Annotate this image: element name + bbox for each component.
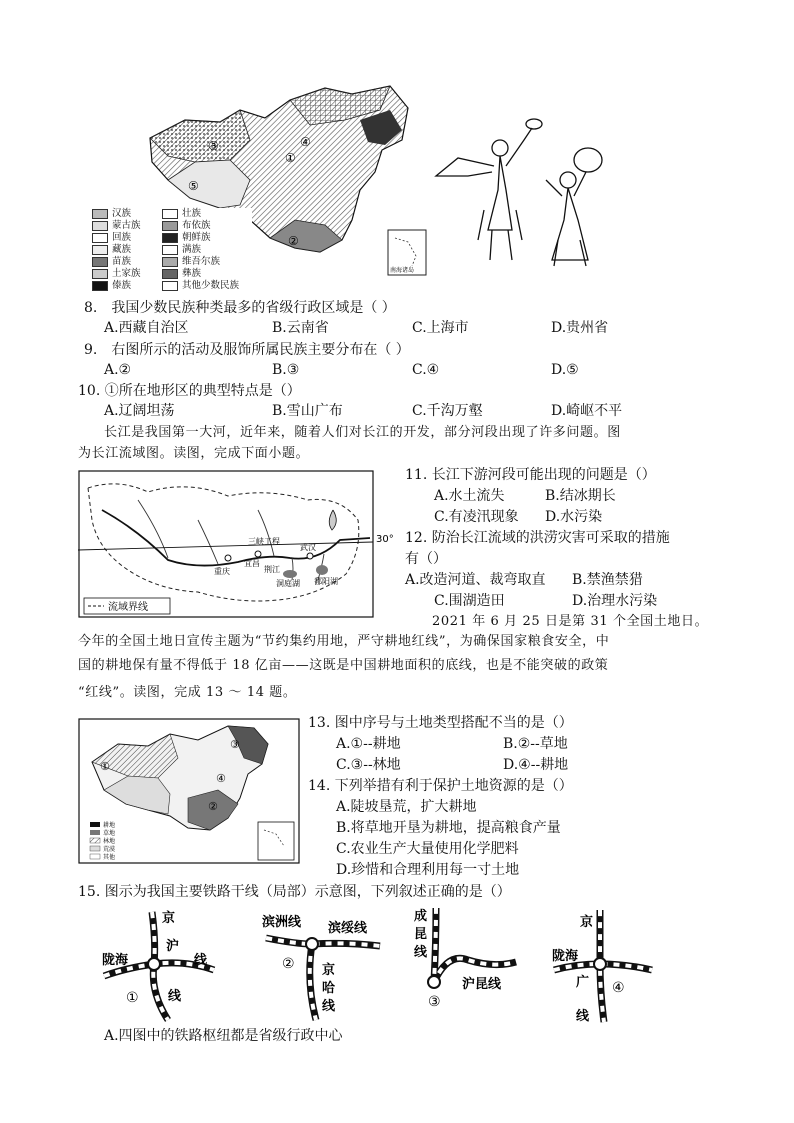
- svg-text:陇海: 陇海: [552, 949, 579, 964]
- svg-text:线: 线: [576, 1009, 590, 1024]
- legend-row: 土家族 彝族: [92, 268, 292, 280]
- dancers-illustration: [428, 110, 620, 272]
- q11-option-b[interactable]: B.结冰期长: [545, 488, 616, 504]
- land-intro-line4: “红线”。读图，完成 13 ～ 14 题。: [78, 685, 297, 700]
- q15-stem: 15. 图示为我国主要铁路干线（局部）示意图，下列叙述正确的是（）: [78, 884, 511, 900]
- q12-option-c[interactable]: C.围湖造田: [434, 593, 505, 609]
- q11-stem: 11. 长江下游河段可能出现的问题是（）: [405, 467, 656, 483]
- q8-stem: 8. 我国少数民族种类最多的省级行政区域是（ ）: [84, 300, 396, 316]
- rail-diagram-1: [102, 910, 214, 1020]
- q9-option-c[interactable]: C.④: [412, 362, 440, 378]
- land-intro-line1: 2021 年 6 月 25 日是第 31 个全国土地日。: [432, 614, 709, 629]
- q12-option-a[interactable]: A.改造河道、裁弯取直: [405, 572, 546, 588]
- svg-text:昆: 昆: [414, 927, 428, 942]
- svg-text:④: ④: [216, 772, 226, 785]
- q8-option-a[interactable]: A.西藏自治区: [104, 320, 189, 336]
- land-intro-line3: 国的耕地保有量不得低于 18 亿亩——这既是中国耕地面积的底线，也是不能突破的政策: [78, 658, 609, 673]
- q14-option-a[interactable]: A.陡坡垦荒，扩大耕地: [336, 799, 477, 815]
- svg-text:沪昆线: 沪昆线: [462, 977, 502, 992]
- q12-option-b[interactable]: B.禁渔禁猎: [572, 572, 643, 588]
- q12-stem-line2: 有（）: [405, 551, 447, 567]
- marker-2: ②: [288, 234, 299, 248]
- railway-diagrams: [96, 902, 656, 1026]
- legend-row: 蒙古族 布依族: [92, 220, 292, 232]
- q11-option-a[interactable]: A.水土流失: [434, 488, 505, 504]
- legend-row: 汉族 壮族: [92, 208, 292, 220]
- svg-text:荒漠: 荒漠: [103, 846, 116, 853]
- ethnic-map-figure: [90, 80, 430, 292]
- svg-text:武汉: 武汉: [300, 543, 316, 552]
- marker-3: ③: [208, 139, 219, 153]
- svg-text:洞庭湖: 洞庭湖: [276, 579, 300, 588]
- yangtze-intro-line2: 为长江流域图。读图，完成下面小题。: [78, 446, 310, 461]
- svg-text:线: 线: [194, 953, 208, 968]
- inset-label: 南海诸岛: [390, 267, 415, 274]
- q14-option-c[interactable]: C.农业生产大量使用化学肥料: [336, 841, 519, 857]
- svg-text:耕地: 耕地: [103, 822, 116, 829]
- svg-text:①: ①: [126, 990, 139, 1006]
- q11-option-d[interactable]: D.水污染: [545, 509, 603, 525]
- svg-text:线: 线: [414, 945, 428, 960]
- q10-option-a[interactable]: A.辽阔坦荡: [104, 403, 175, 419]
- svg-text:陇海: 陇海: [102, 953, 129, 968]
- q14-stem: 14. 下列举措有利于保护土地资源的是（）: [308, 778, 573, 794]
- svg-text:②: ②: [282, 956, 295, 972]
- svg-text:京: 京: [162, 911, 176, 926]
- q12-option-d[interactable]: D.治理水污染: [572, 593, 658, 609]
- q13-stem: 13. 图中序号与土地类型搭配不当的是（）: [308, 715, 573, 731]
- q14-option-d[interactable]: D.珍惜和合理利用每一寸土地: [336, 862, 520, 878]
- land-use-map-figure: [78, 718, 302, 866]
- svg-text:线: 线: [168, 989, 182, 1004]
- q8-option-b[interactable]: B.云南省: [272, 320, 329, 336]
- svg-text:沪: 沪: [166, 939, 180, 954]
- q10-option-c[interactable]: C.千沟万壑: [412, 403, 483, 419]
- svg-text:哈: 哈: [322, 981, 336, 996]
- legend-row: 苗族 维吾尔族: [92, 256, 292, 268]
- legend-row: 回族 朝鲜族: [92, 232, 292, 244]
- rail-diagram-3: [414, 908, 516, 1010]
- svg-text:草地: 草地: [103, 830, 116, 837]
- q8-option-c[interactable]: C.上海市: [412, 320, 469, 336]
- svg-text:①: ①: [100, 760, 110, 773]
- svg-text:宜昌: 宜昌: [244, 559, 260, 568]
- yangtze-map-figure: [78, 470, 400, 620]
- q13-option-d[interactable]: D.④--耕地: [503, 757, 569, 773]
- svg-text:滨洲线: 滨洲线: [262, 915, 302, 930]
- q9-option-a[interactable]: A.②: [104, 362, 132, 378]
- svg-text:③: ③: [230, 738, 240, 751]
- yangtze-intro-line1: 长江是我国第一大河，近年来，随着人们对长江的开发，部分河段出现了许多问题。图: [104, 425, 621, 440]
- q9-stem: 9. 右图所示的活动及服饰所属民族主要分布在（ ）: [84, 342, 410, 358]
- svg-text:重庆: 重庆: [214, 567, 230, 576]
- svg-text:③: ③: [428, 994, 441, 1010]
- svg-text:成: 成: [414, 909, 428, 924]
- q11-option-c[interactable]: C.有凌汛现象: [434, 509, 519, 525]
- q13-option-a[interactable]: A.①--耕地: [336, 736, 401, 752]
- svg-text:④: ④: [612, 980, 625, 996]
- q10-option-d[interactable]: D.崎岖不平: [551, 403, 623, 419]
- svg-text:京: 京: [580, 915, 594, 930]
- q9-option-b[interactable]: B.③: [272, 362, 300, 378]
- svg-text:广: 广: [576, 975, 590, 990]
- svg-text:京: 京: [322, 963, 336, 978]
- svg-text:线: 线: [322, 999, 336, 1014]
- svg-text:荆江: 荆江: [264, 565, 280, 574]
- svg-text:其他: 其他: [103, 854, 116, 861]
- q10-stem: 10. ①所在地形区的典型特点是（）: [78, 383, 301, 399]
- legend-row: 傣族 其他少数民族: [92, 280, 292, 292]
- q13-option-b[interactable]: B.②--草地: [503, 736, 568, 752]
- q9-option-d[interactable]: D.⑤: [551, 362, 579, 378]
- marker-5: ⑤: [188, 179, 199, 193]
- rail-diagram-2: [261, 914, 380, 1020]
- q12-stem-line1: 12. 防治长江流域的洪涝灾害可采取的措施: [405, 530, 670, 546]
- q8-option-d[interactable]: D.贵州省: [551, 320, 609, 336]
- svg-text:林地: 林地: [103, 838, 116, 845]
- marker-1: ①: [285, 151, 296, 165]
- svg-text:鄱阳湖: 鄱阳湖: [314, 577, 338, 586]
- rail-diagram-4: [552, 910, 652, 1024]
- q14-option-b[interactable]: B.将草地开垦为耕地，提高粮食产量: [336, 820, 561, 836]
- q13-option-c[interactable]: C.③--林地: [336, 757, 401, 773]
- yangtze-legend: 流域界线: [108, 602, 148, 613]
- q10-option-b[interactable]: B.雪山广布: [272, 403, 343, 419]
- q15-option-a[interactable]: A.四图中的铁路枢纽都是省级行政中心: [104, 1028, 343, 1044]
- marker-4: ④: [300, 135, 311, 149]
- ethnic-map-legend: [92, 208, 292, 292]
- svg-text:三峡工程: 三峡工程: [248, 537, 280, 546]
- legend-row: 藏族 满族: [92, 244, 292, 256]
- svg-text:②: ②: [208, 800, 218, 813]
- svg-text:滨绥线: 滨绥线: [328, 921, 368, 936]
- latitude-label: 30°: [376, 534, 394, 545]
- land-intro-line2: 今年的全国土地日宣传主题为“节约集约用地，严守耕地红线”，为确保国家粮食安全，中: [78, 634, 610, 649]
